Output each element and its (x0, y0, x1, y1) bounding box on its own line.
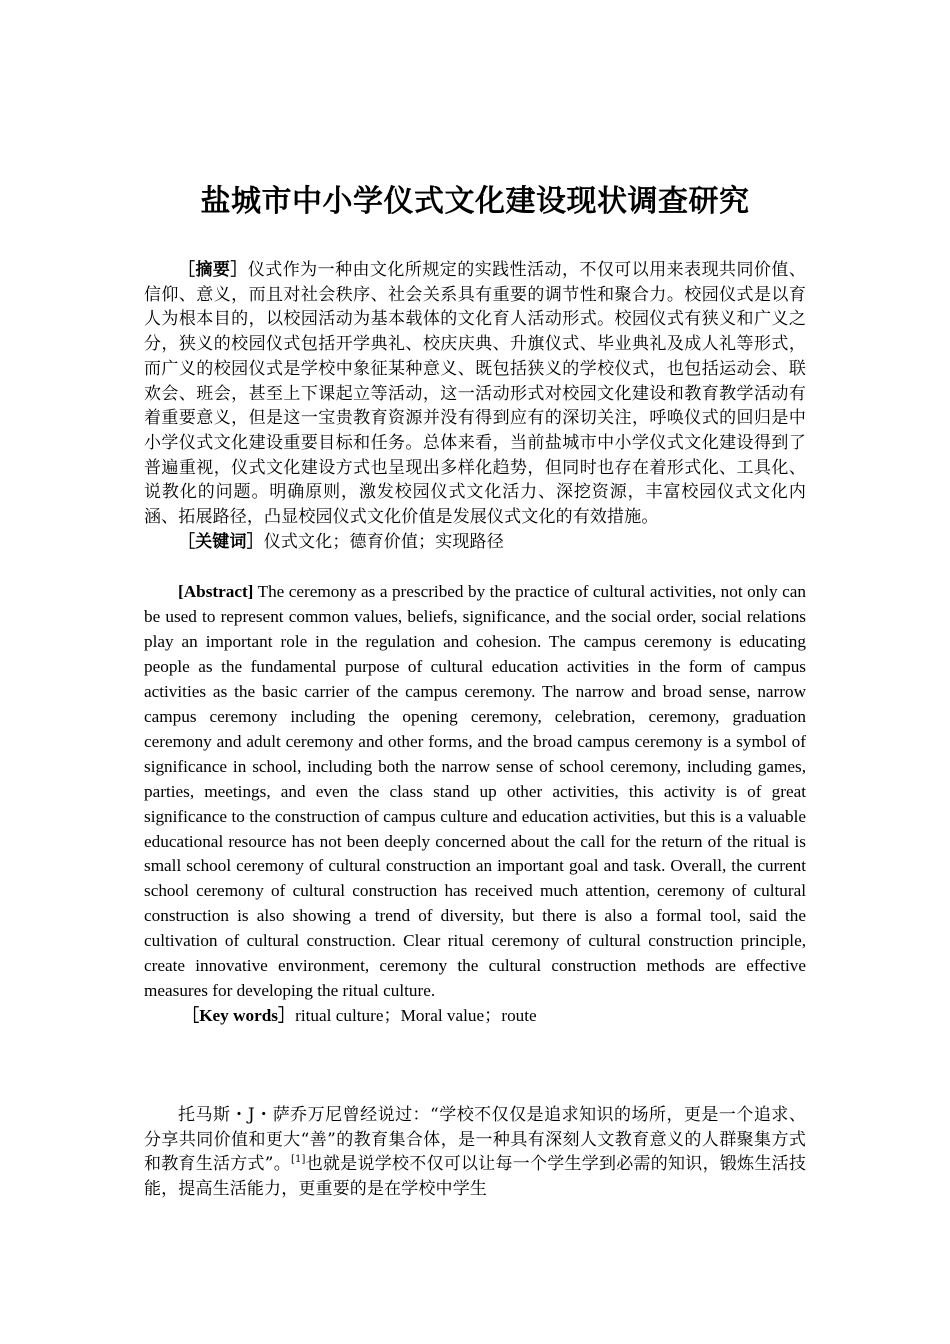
paper-title: 盐城市中小学仪式文化建设现状调查研究 (200, 184, 750, 219)
intro-paragraph (144, 1103, 806, 1202)
keywords-cn-label: ［关键词］ (178, 531, 264, 552)
keywords-cn (144, 530, 806, 555)
abstract-cn-text: 仪式作为一种由文化所规定的实践性活动，不仅可以用来表现共同价值、信仰、意义，而且对社会秩序、社会关系具有重要的调节性和聚合力。校园仪式是以育人为根本目的，以校园活动为基本载体的文化育人活动形式。校园仪式有狭义和广义之分，狭义的校园仪式包括开学典礼、校庆庆典、升旗仪式、毕业典礼及成人礼等形式，而广义的校园仪式是学校中象征某种意义、既包括狭义的学校仪式，也包括运动会、联欢会、班会，甚至上下课起立等活动，这一活动形式对校园文化建设和教育教学活动有着重要意义，但是这一宝贵教育资源并没有得到应有的深切关注，呼唤仪式的回归是中小学仪式文化建设重要目标和任务。总体来看，当前盐城市中小学仪式文化建设得到了普遍重视，仪式文化建设方式也呈现出多样化趋势，但同时也存在着形式化、工具化、说教化的问题。明确原则，激发校园仪式文化活力、深挖资源，丰富校园仪式文化内涵、拓展路径，凸显校园仪式文化价值是发展仪式文化的有效措施。 (144, 260, 806, 528)
abstract-en-block (144, 580, 806, 1029)
keywords-en (144, 1004, 806, 1029)
abstract-en-label: [Abstract] (178, 582, 254, 601)
intro-text-after: 也就是说学校不仅可以让每一个学生学到必需的知识，锻炼生活技能，提高生活能力，更重要的是在学校中学生 (144, 1154, 806, 1200)
intro-block (144, 1103, 806, 1202)
keywords-en-text: ritual culture；Moral value；route (295, 1006, 537, 1026)
abstract-cn (144, 258, 806, 530)
abstract-en (144, 580, 806, 1004)
citation-ref[interactable]: [1] (290, 1154, 306, 1166)
intro-text-before: 托马斯・J・萨乔万尼曾经说过：“学校不仅仅是追求知识的场所，更是一个追求、分享共同价值和更大“善”的教育集合体，是一种具有深刻人文教育意义的人群聚集方式和教育生活方式”。 (144, 1105, 806, 1175)
keywords-en-label: ［Key words］ (182, 1006, 296, 1026)
abstract-cn-block (144, 258, 806, 554)
keywords-cn-text: 仪式文化；德育价值；实现路径 (263, 531, 504, 552)
abstract-cn-label: ［摘要］ (178, 260, 248, 280)
abstract-en-text: The ceremony as a prescribed by the practice of cultural activities, not only can be used to represent common values, beliefs, significance, and the social order, social relations play an important role in the regulation and cohesion. The campus ceremony is educating people as the fundamental purpose of cultural education activities in the form of campus activities as the basic carrier of the campus ceremony. The narrow and broad sense, narrow campus ceremony including the opening ceremony, celebration, ceremony, graduation ceremony and adult ceremony and other forms, and the broad campus ceremony is a symbol of significance in school, including both the narrow sense of school ceremony, including games, parties, meetings, and even the class stand up other activities, this activity is of great significance to the construction of campus culture and education activities, but this is a valuable educational resource has not been deeply concerned about the call for the return of the ritual is small school ceremony of cultural construction an important goal and task. Overall, the current school ceremony of cultural construction has received much attention, ceremony of cultural construction is also showing a trend of diversity, but there is also a formal tool, said the cultivation of cultural construction. Clear ritual ceremony of cultural construction principle, create innovative environment, ceremony the cultural construction methods are effective measures for developing the ritual culture. (144, 582, 806, 1001)
